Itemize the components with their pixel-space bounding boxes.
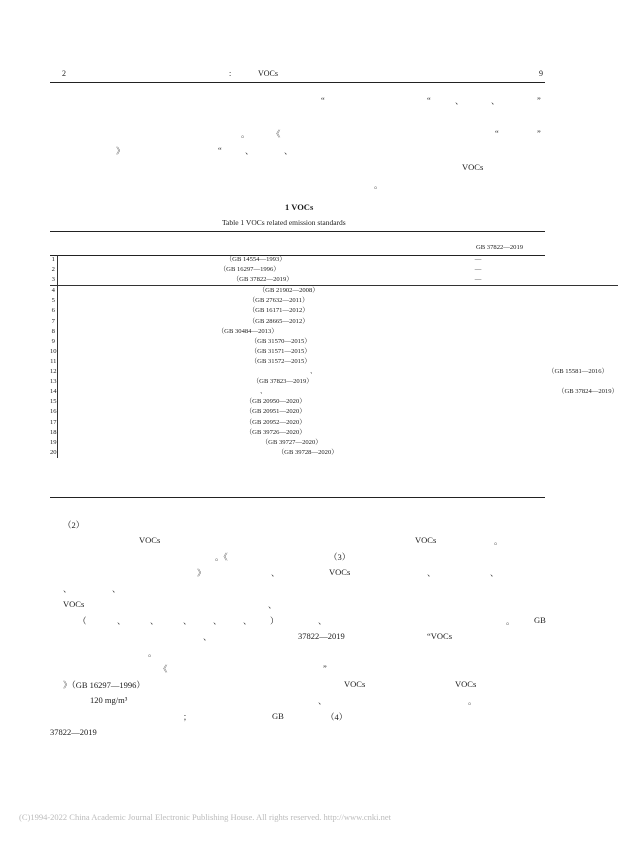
intro-text: 、 xyxy=(284,146,293,156)
body-text: VOCs xyxy=(455,679,477,689)
body-text: 、 xyxy=(203,632,212,642)
body-text: 。 xyxy=(468,696,477,706)
row-number: 18 xyxy=(50,428,57,438)
standard-code: （GB 31571—2015） xyxy=(250,347,311,355)
intro-text: ” xyxy=(537,95,541,105)
table-row xyxy=(50,438,618,448)
row-number: 7 xyxy=(50,317,57,327)
table-row xyxy=(50,286,618,297)
body-text: 、 xyxy=(213,616,222,626)
row-number: 4 xyxy=(50,286,57,297)
standard-name: 、 xyxy=(310,368,317,376)
gb37822-applicability xyxy=(338,418,618,428)
body-text: 《 xyxy=(159,664,168,674)
gb37822-applicability xyxy=(338,428,618,438)
standard-code: （GB 31572—2015） xyxy=(250,357,311,365)
table-subtitle: Table 1 VOCs related emission standards xyxy=(222,218,346,227)
body-text: GB xyxy=(534,615,546,625)
gb37822-applicability xyxy=(338,357,618,367)
row-number: 8 xyxy=(50,327,57,337)
table-bottom-rule xyxy=(50,497,545,498)
standard-code: （GB 21902—2008） xyxy=(258,287,319,295)
page-number-right: 9 xyxy=(539,69,543,78)
body-text: 。 xyxy=(506,616,515,626)
table-row xyxy=(50,397,618,407)
body-text: 120 mg/m³ xyxy=(90,695,128,705)
body-text: 。 xyxy=(494,536,503,546)
table-row xyxy=(50,337,618,347)
gb37822-applicability: — xyxy=(338,275,618,286)
body-text: 、 xyxy=(63,584,72,594)
standard-code: （GB 39728—2020） xyxy=(277,448,338,456)
table-row xyxy=(50,448,618,458)
table-row xyxy=(50,296,618,306)
intro-text: “ xyxy=(218,145,222,155)
intro-text: “ xyxy=(321,95,325,105)
row-number: 10 xyxy=(50,347,57,357)
body-text: （2） xyxy=(63,520,85,530)
header-rule xyxy=(50,82,545,83)
body-text: 、 xyxy=(318,696,327,706)
table-row xyxy=(50,327,618,337)
row-number: 11 xyxy=(50,357,57,367)
copyright-footer: (C)1994-2022 China Academic Journal Electronic Publishing House. All rights reserved. http://www.cnki.net xyxy=(19,812,391,822)
body-text: 、 xyxy=(243,616,252,626)
standard-code: （GB 20952—2020） xyxy=(245,418,306,426)
standard-code: （GB 39726—2020） xyxy=(245,428,306,436)
standard-code: （GB 14554—1993） xyxy=(225,256,286,263)
standard-code: （GB 37824—2019） xyxy=(557,388,618,396)
body-text: （3） xyxy=(329,552,351,562)
row-number: 6 xyxy=(50,306,57,316)
standard-code: （GB 27632—2011） xyxy=(248,297,309,305)
body-text: 、 xyxy=(150,616,159,626)
table-row xyxy=(50,306,618,316)
standards-table xyxy=(50,255,618,458)
body-text: ） xyxy=(270,616,279,626)
table-row xyxy=(50,407,618,417)
table-row xyxy=(50,387,618,397)
row-number: 13 xyxy=(50,377,57,387)
row-number: 15 xyxy=(50,397,57,407)
header-separator: : xyxy=(229,69,232,78)
gb37822-applicability xyxy=(338,448,618,458)
body-text: 》 xyxy=(197,568,206,578)
table-row xyxy=(50,377,618,387)
standard-code: （GB 20950—2020） xyxy=(245,398,306,406)
gb37822-applicability xyxy=(338,407,618,417)
gb37822-applicability xyxy=(338,397,618,407)
row-number: 12 xyxy=(50,367,57,377)
body-text: 、 xyxy=(490,568,499,578)
table-row xyxy=(50,367,618,377)
table-row xyxy=(50,317,618,327)
body-text: 37822—2019 xyxy=(298,631,345,641)
body-text: 37822—2019 xyxy=(50,727,97,737)
table-row xyxy=(50,275,618,286)
standard-code: （GB 16297—1996） xyxy=(219,266,280,274)
body-text: 、 xyxy=(117,616,126,626)
gb37822-applicability xyxy=(338,438,618,448)
intro-text: “ xyxy=(427,95,431,105)
table-header-gb: GB 37822—2019 xyxy=(476,244,524,251)
standard-code: （GB 20951—2020） xyxy=(245,408,306,416)
body-text: （4） xyxy=(326,712,348,722)
table-row xyxy=(50,428,618,438)
standard-code: （GB 37823—2019） xyxy=(252,378,313,386)
body-text: VOCs xyxy=(139,535,161,545)
body-text: VOCs xyxy=(329,567,351,577)
body-text: ； xyxy=(183,712,192,722)
body-text: VOCs xyxy=(415,535,437,545)
standard-code: （GB 15581—2016） xyxy=(547,368,609,376)
body-text: 、 xyxy=(183,616,192,626)
gb37822-applicability xyxy=(338,337,618,347)
row-number: 16 xyxy=(50,407,57,417)
intro-text: 、 xyxy=(245,146,254,156)
header-journal-part: VOCs xyxy=(258,69,279,78)
gb37822-applicability xyxy=(338,286,618,297)
standard-code: （GB 39727—2020） xyxy=(261,438,322,446)
row-number: 14 xyxy=(50,387,57,397)
table-row xyxy=(50,357,618,367)
table-row xyxy=(50,418,618,428)
intro-text: 》 xyxy=(116,146,125,156)
row-number: 5 xyxy=(50,296,57,306)
gb37822-applicability: — xyxy=(474,256,482,263)
body-text: （ xyxy=(78,616,87,626)
body-text: VOCs xyxy=(63,599,85,609)
table-row xyxy=(50,265,618,275)
intro-text: 。 xyxy=(374,180,383,190)
standard-code: （GB 31570—2015） xyxy=(250,337,311,345)
standard-name: 、 xyxy=(260,388,267,396)
body-text: 。《 xyxy=(215,552,228,562)
body-text: 、 xyxy=(427,568,436,578)
gb37822-applicability xyxy=(338,296,618,306)
table-row xyxy=(50,255,618,265)
gb37822-applicability xyxy=(338,306,618,316)
intro-text: 。 xyxy=(241,129,250,139)
gb37822-applicability xyxy=(338,317,618,327)
body-text: 。 xyxy=(148,648,157,658)
body-text: 、 xyxy=(318,616,327,626)
page-number-left: 2 xyxy=(62,69,66,78)
gb37822-applicability xyxy=(338,347,618,357)
table-title: 1 VOCs xyxy=(285,202,314,212)
standard-code: （GB 30484—2013） xyxy=(217,327,278,335)
row-number: 19 xyxy=(50,438,57,448)
standard-code: （GB 16171—2012） xyxy=(248,307,309,315)
body-text: “VOCs xyxy=(427,631,453,641)
body-text: 、 xyxy=(268,600,277,610)
row-number: 17 xyxy=(50,418,57,428)
intro-text: 、 xyxy=(455,96,464,106)
table-row xyxy=(50,347,618,357)
body-text: 、 xyxy=(112,584,121,594)
intro-text: 、 xyxy=(491,96,500,106)
table-top-rule xyxy=(50,231,545,232)
body-text: 、 xyxy=(271,568,280,578)
gb37822-applicability xyxy=(338,377,618,387)
standard-code: （GB 28665—2012） xyxy=(248,317,309,325)
standard-code: （GB 37822—2019） xyxy=(57,275,338,286)
row-number: 3 xyxy=(50,275,57,286)
row-number: 20 xyxy=(50,448,57,458)
row-number: 1 xyxy=(50,255,57,265)
row-number: 9 xyxy=(50,337,57,347)
body-text: VOCs xyxy=(344,679,366,689)
intro-text: “ xyxy=(495,128,499,138)
intro-text: 《 xyxy=(272,129,281,139)
body-text: GB xyxy=(272,711,284,721)
row-number: 2 xyxy=(50,265,57,275)
intro-text: VOCs xyxy=(462,162,484,172)
gb37822-applicability xyxy=(338,327,618,337)
body-text: 》（GB 16297—1996） xyxy=(63,680,145,690)
gb37822-applicability: — xyxy=(474,266,482,274)
intro-text: ” xyxy=(537,128,541,138)
body-text: ” xyxy=(323,663,327,673)
